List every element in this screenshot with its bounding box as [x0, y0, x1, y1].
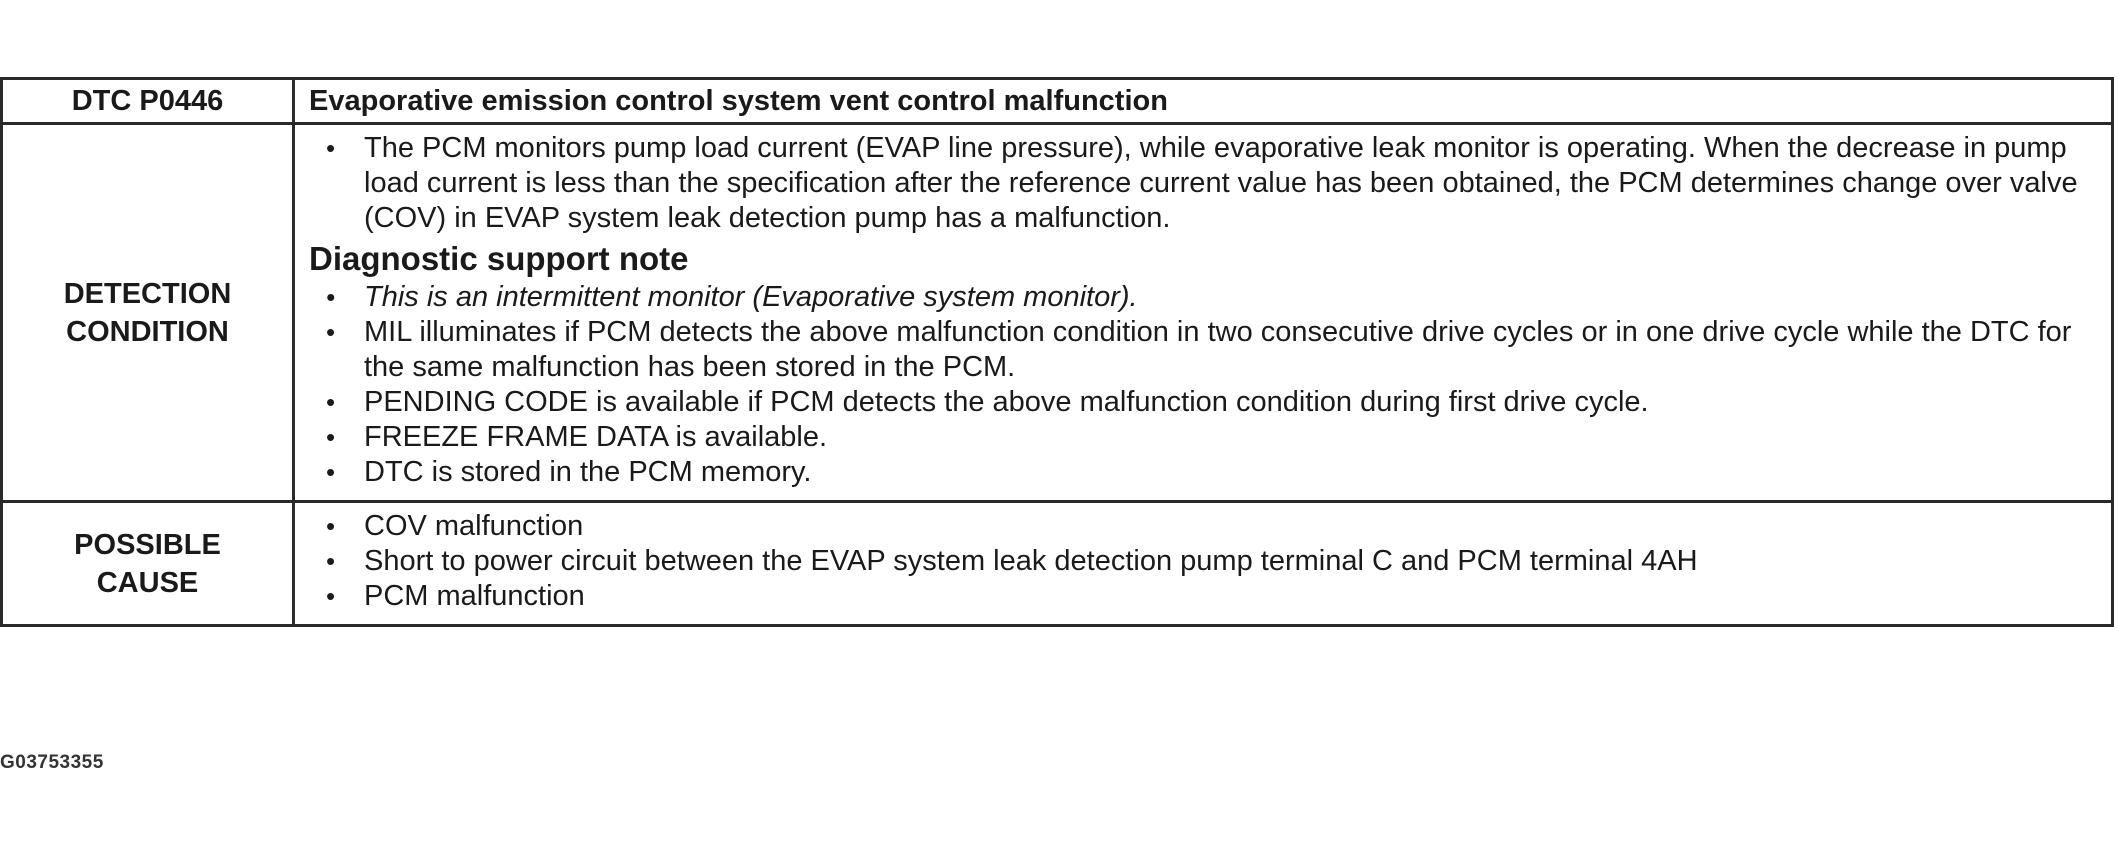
detection-label-line2: CONDITION — [66, 315, 229, 348]
support-bullet: • FREEZE FRAME DATA is available. — [309, 420, 2097, 455]
cause-bullet: • COV malfunction — [309, 509, 2097, 544]
detection-condition-content — [294, 124, 2113, 502]
possible-cause-label-line1: POSSIBLE — [74, 528, 221, 561]
dtc-title: Evaporative emission control system vent control malfunction — [294, 79, 2113, 124]
dtc-table — [0, 77, 2114, 627]
detection-condition-row — [2, 124, 2113, 502]
cause-bullet: • Short to power circuit between the EVAP system leak detection pump terminal C and PCM terminal 4AH — [309, 544, 2097, 579]
possible-cause-label — [2, 502, 294, 626]
support-bullet: • MIL illuminates if PCM detects the above malfunction condition in two consecutive drive cycles or in one drive cycle while the DTC for the same malfunction has been stored in the PCM. — [309, 315, 2097, 385]
possible-cause-row — [2, 502, 2113, 626]
support-bullet: • PENDING CODE is available if PCM detects the above malfunction condition during first drive cycle. — [309, 385, 2097, 420]
detection-condition-label — [2, 124, 294, 502]
diagnostic-support-heading: Diagnostic support note — [309, 240, 689, 277]
possible-cause-content — [294, 502, 2113, 626]
cause-bullet: • PCM malfunction — [309, 579, 2097, 614]
support-bullet: • This is an intermittent monitor (Evaporative system monitor). — [309, 280, 2097, 315]
possible-cause-label-line2: CAUSE — [96, 566, 199, 599]
detection-bullet-list — [309, 131, 2097, 236]
detection-bullet: • The PCM monitors pump load current (EVAP line pressure), while evaporative leak monitor is operating. When the decrease in pump load current is less than the specification after the reference current value has been obtained, the PCM determines change over valve (COV) in EVAP system leak detection pump has a malfunction. — [309, 131, 2097, 236]
support-bullet-list — [309, 280, 2097, 490]
dtc-code: DTC P0446 — [2, 79, 294, 124]
support-bullet: • DTC is stored in the PCM memory. — [309, 455, 2097, 490]
dtc-header-row — [2, 79, 2113, 124]
cause-bullet-list — [309, 509, 2097, 614]
detection-label-line1: DETECTION — [63, 277, 232, 310]
figure-id: G03753355 — [0, 752, 104, 773]
